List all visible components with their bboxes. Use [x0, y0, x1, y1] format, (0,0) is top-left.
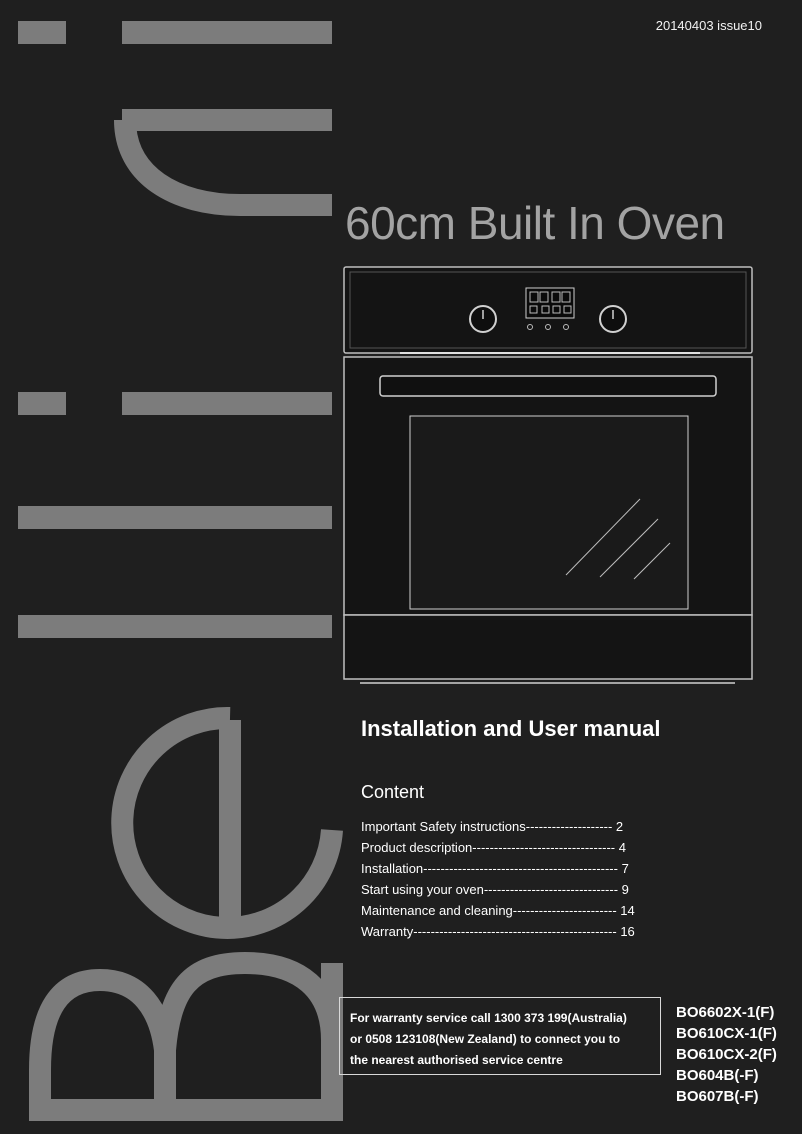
- warranty-notice: [339, 997, 661, 1075]
- issue-label: 20140403 issue10: [655, 18, 762, 33]
- brand-l-stem-1: [18, 506, 332, 529]
- toc-item: Maintenance and cleaning------------------------ 14: [361, 903, 635, 918]
- table-of-contents: [361, 816, 635, 942]
- brand-i-stem-upper: [122, 21, 332, 44]
- model-number: BO6602X-1(F): [676, 1004, 775, 1021]
- brand-i-stem-lower: [122, 392, 332, 415]
- oven-drawer: [344, 615, 752, 679]
- model-number: BO604B(-F): [676, 1067, 759, 1084]
- brand-logo: [0, 0, 345, 1134]
- toc-item: Start using your oven------------------------------- 9: [361, 882, 629, 897]
- warranty-line: or 0508 123108(New Zealand) to connect you to: [350, 1032, 621, 1046]
- warranty-line: the nearest authorised service centre: [350, 1053, 563, 1067]
- manual-title: Installation and User manual: [361, 716, 661, 741]
- brand-i-dot-upper: [18, 21, 66, 44]
- oven-window: [410, 416, 688, 609]
- toc-item: Product description--------------------------------- 4: [361, 840, 626, 855]
- brand-i-dot-lower: [18, 392, 66, 415]
- model-number: BO607B(-F): [676, 1088, 759, 1105]
- product-title: 60cm Built In Oven: [345, 197, 725, 249]
- brand-b-letter: [40, 963, 332, 1110]
- brand-l-stem-2: [18, 615, 332, 638]
- content-heading: Content: [361, 782, 425, 802]
- oven-handle: [380, 376, 716, 396]
- brand-n-letter: [122, 120, 332, 205]
- toc-item: Installation--------------------------------------------- 7: [361, 861, 629, 876]
- toc-item: Warranty----------------------------------------------- 16: [361, 924, 635, 939]
- toc-item: Important Safety instructions-------------------- 2: [361, 819, 624, 834]
- oven-illustration: [340, 265, 755, 685]
- model-number: BO610CX-1(F): [676, 1025, 777, 1042]
- model-number: BO610CX-2(F): [676, 1046, 777, 1063]
- warranty-line: For warranty service call 1300 373 199(Australia): [350, 1011, 627, 1025]
- left-knob-icon: [470, 306, 496, 332]
- model-list: [676, 1002, 777, 1107]
- right-knob-icon: [600, 306, 626, 332]
- brand-e-letter: [122, 718, 332, 930]
